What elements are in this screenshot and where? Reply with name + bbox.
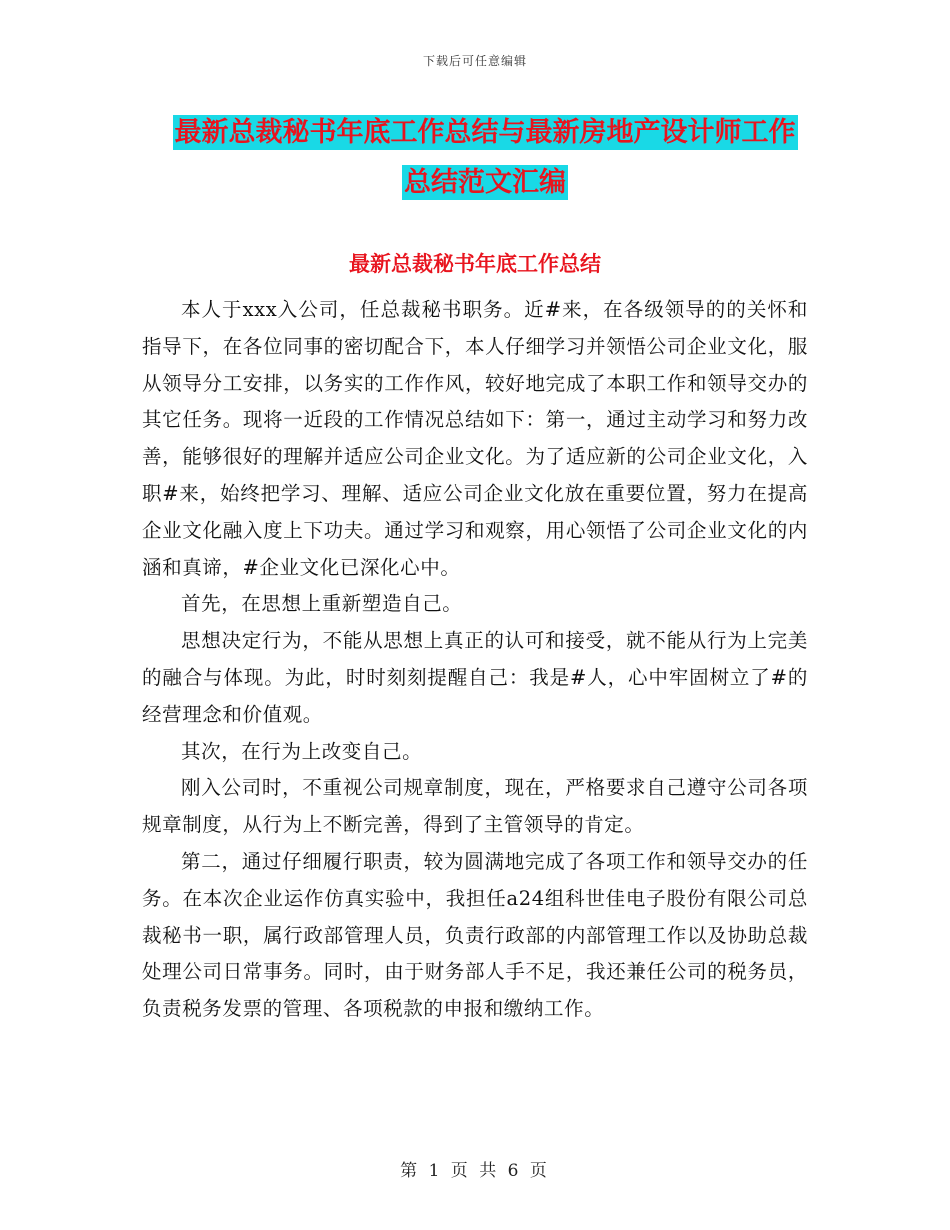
paragraph: 本人于xxx入公司，任总裁秘书职务。近#来，在各级领导的的关怀和指导下，在各位同事的密切配合下，本人仔细学习并领悟公司企业文化，服从领导分工安排，以务实的工作作风，较好地完成了本职工作和领导交办的其它任务。现将一近段的工作情况总结如下：第一，通过主动学习和努力改善，能够很好的理解并适应公司企业文化。为了适应新的公司企业文化，入职#来，始终把学习、理解、适应公司企业文化放在重要位置，努力在提高企业文化融入度上下功夫。通过学习和观察，用心领悟了公司企业文化的内涵和真谛，#企业文化已深化心中。 (142, 298, 808, 579)
paragraph: 其次，在行为上改变自己。 (181, 739, 423, 763)
document-title (140, 108, 830, 208)
paragraph: 思想决定行为，不能从思想上真正的认可和接受，就不能从行为上完美的融合与体现。为此，时时刻刻提醒自己：我是#人，心中牢固树立了#的经营理念和价值观。 (142, 629, 808, 726)
page-header: 下载后可任意编辑 (422, 54, 527, 68)
paragraph: 第二，通过仔细履行职责，较为圆满地完成了各项工作和领导交办的任务。在本次企业运作仿真实验中，我担任a24组科世佳电子股份有限公司总裁秘书一职，属行政部管理人员，负责行政部的内部管理工作以及协助总裁处理公司日常事务。同时，由于财务部人手不足，我还兼任公司的税务员，负责税务发票的管理、各项税款的申报和缴纳工作。 (142, 849, 808, 1021)
section-title: 最新总裁秘书年底工作总结 (349, 252, 601, 276)
paragraph: 刚入公司时，不重视公司规章制度，现在，严格要求自己遵守公司各项规章制度，从行为上不断完善，得到了主管领导的肯定。 (142, 776, 808, 837)
page-footer: 第 1 页 共 6 页 (400, 1161, 550, 1181)
document-body (142, 292, 808, 1028)
paragraph: 首先，在思想上重新塑造自己。 (181, 592, 463, 616)
document-title-line-2: 总结范文汇编 (404, 167, 566, 198)
document-title-line-1: 最新总裁秘书年底工作总结与最新房地产设计师工作 (174, 117, 796, 148)
